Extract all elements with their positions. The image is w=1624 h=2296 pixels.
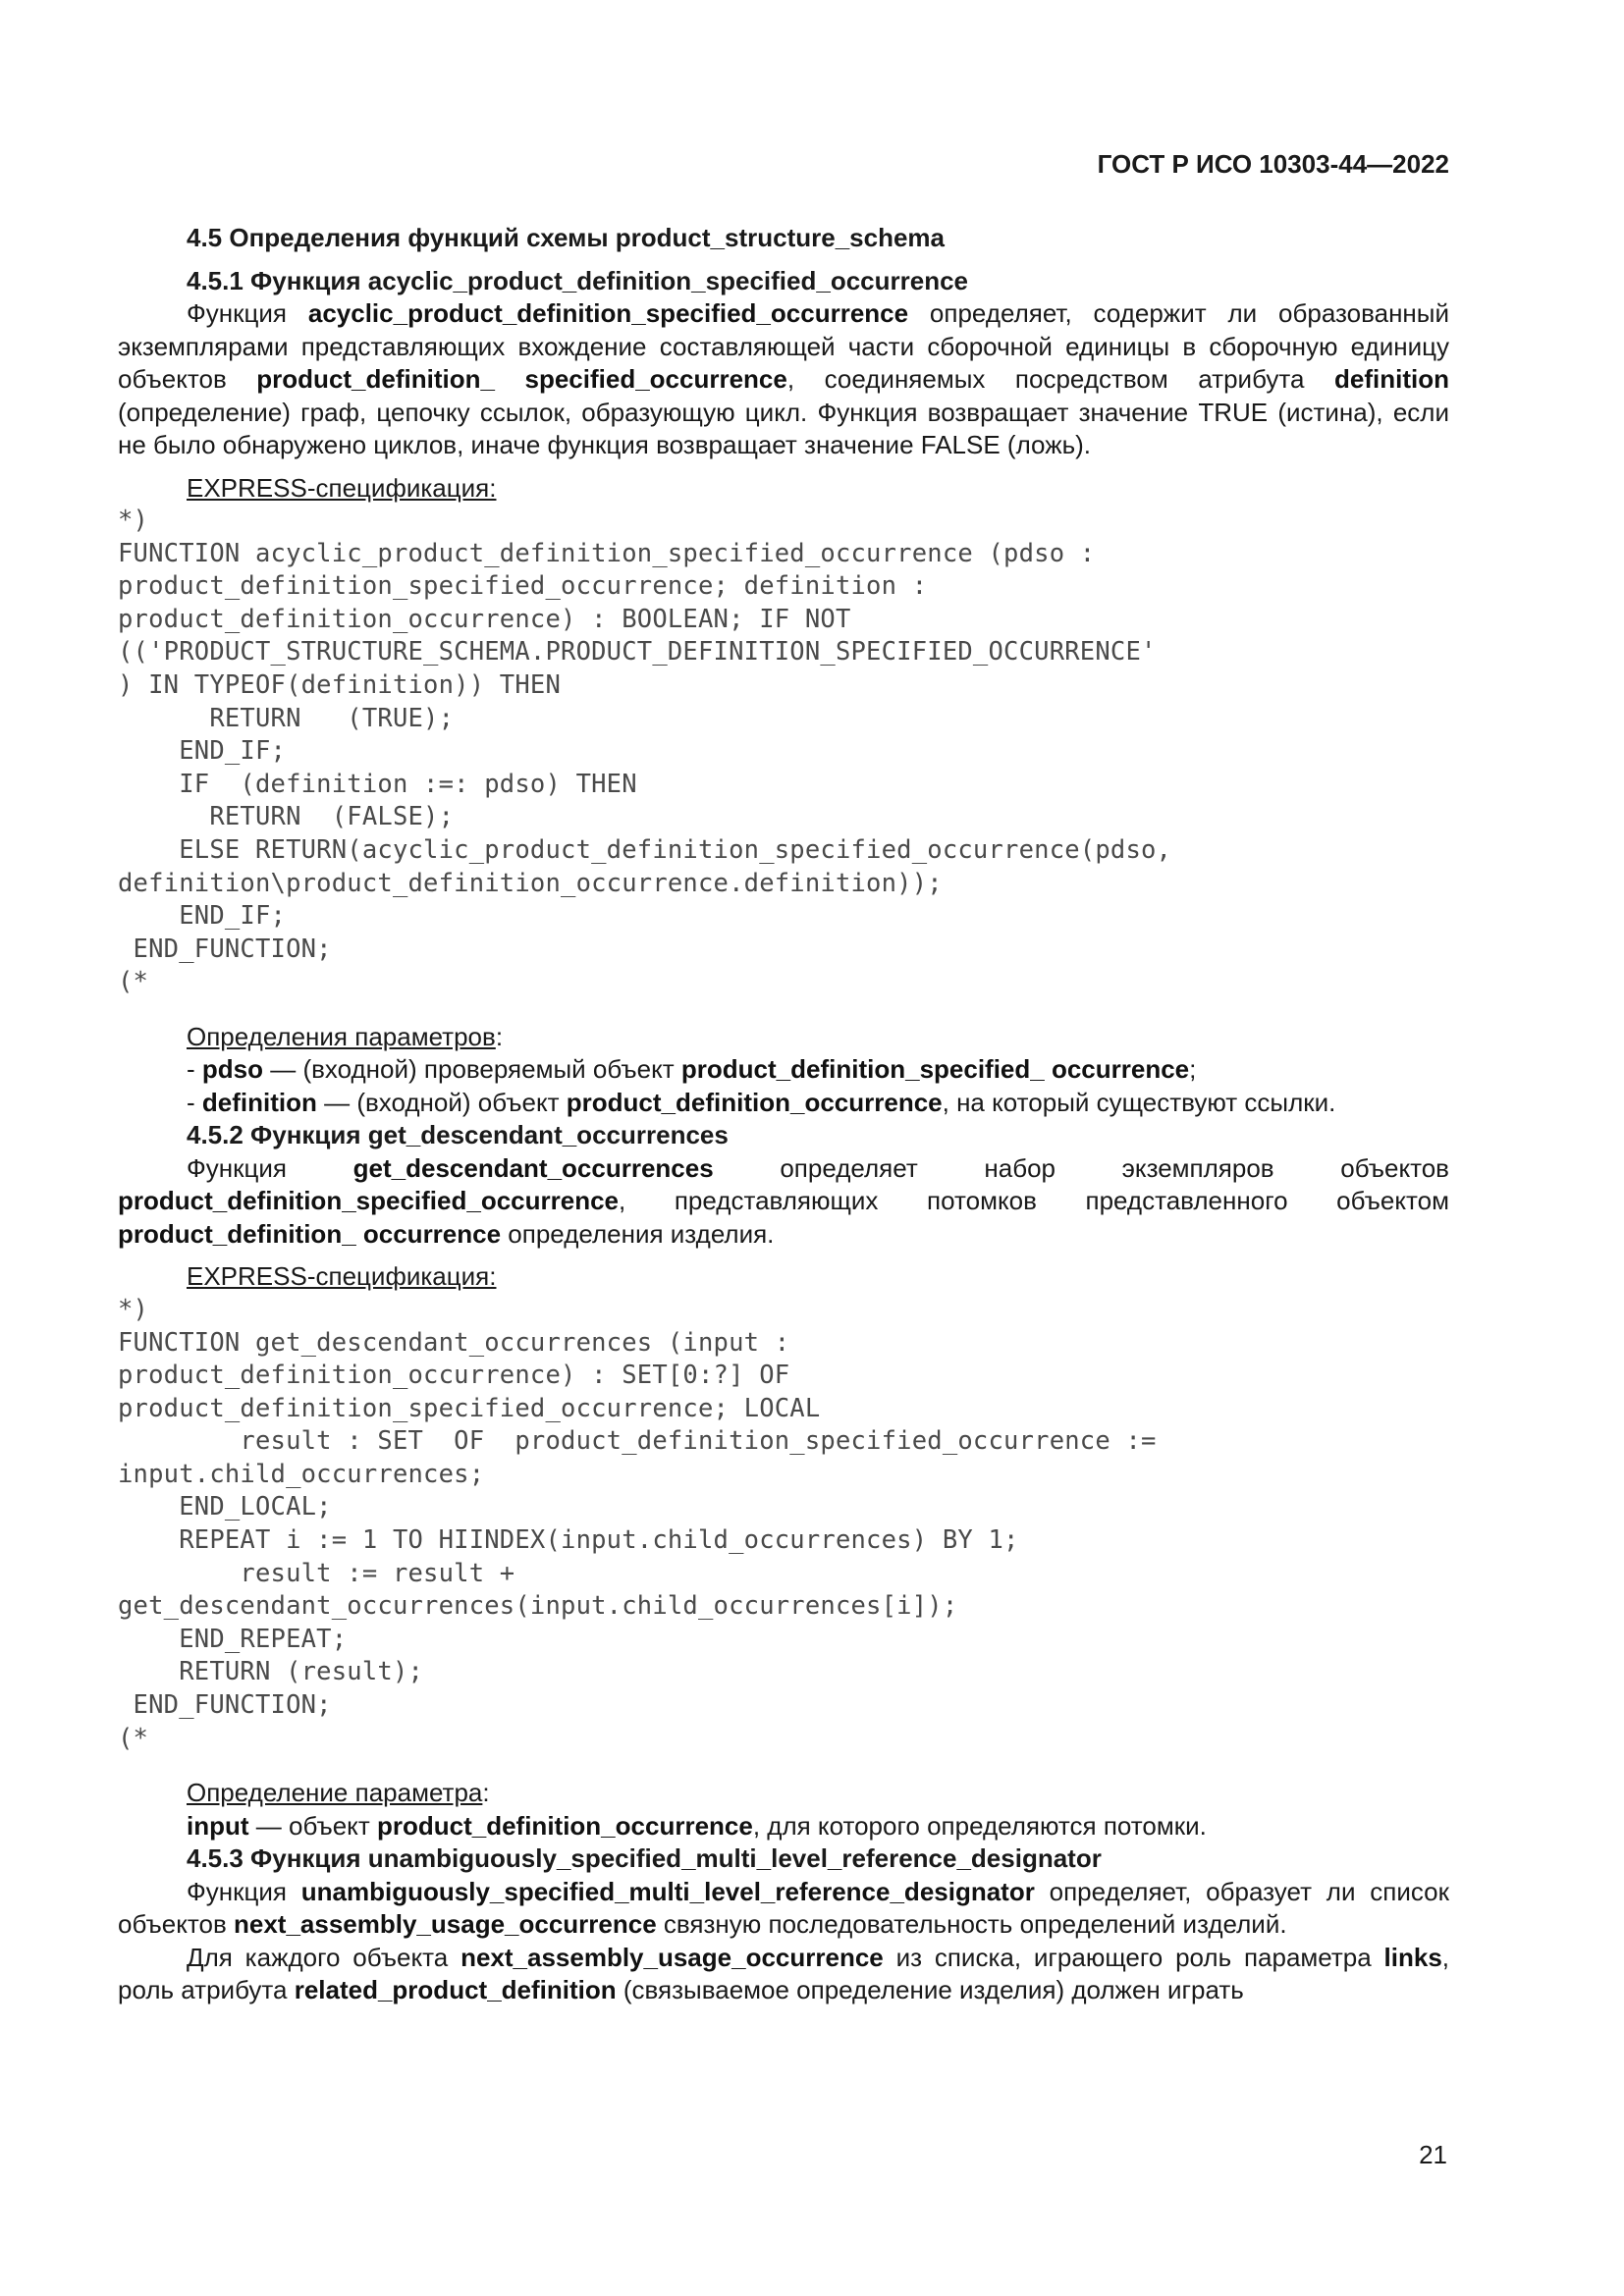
param-input: input — объект product_definition_occurrence, для которого определяются потомки. bbox=[187, 1810, 1207, 1841]
page-content bbox=[118, 222, 1449, 2007]
express-label-1: EXPRESS-спецификация: bbox=[187, 472, 497, 503]
section-4-5-2-paragraph: Функция get_descendant_occurrences определяет набор экземпляров объектов product_definition_specified_occurrence, представляющих потомков представленного объектом product_definition_ occurrence определения изделия. bbox=[118, 1152, 1449, 1249]
param-definition: - definition — (входной) объект product_definition_occurrence, на который существуют ссылки. bbox=[187, 1087, 1336, 1117]
section-4-5-1-paragraph: Функция acyclic_product_definition_specified_occurrence определяет, содержит ли образованный экземплярами представляющих вхождение составляющей части сборочной единицы в сборочную единицу объектов product_definition_ specified_occurrence, соединяемых посредством атрибута definition (определение) граф, цепочку ссылок, образующую цикл. Функция возвращает значение TRUE (истина), если не было обнаружено циклов, иначе функция возвращает значение FALSE (ложь). bbox=[118, 298, 1450, 459]
params-heading-1: Определения параметров: bbox=[187, 1021, 504, 1051]
section-4-5-3-title: 4.5.3 Функция unambiguously_specified_multi_level_reference_designator bbox=[187, 1843, 1102, 1874]
section-4-5-title: 4.5 Определения функций схемы product_structure_schema bbox=[187, 223, 946, 252]
param-heading-2: Определение параметра: bbox=[187, 1778, 490, 1808]
section-4-5-3-paragraph-1: Функция unambiguously_specified_multi_level_reference_designator определяет, образует ли список объектов next_assembly_usage_occurrence связную последовательность определений изделий. bbox=[118, 1876, 1449, 1940]
express-label-2: EXPRESS-спецификация: bbox=[187, 1261, 497, 1292]
express-code-block-1: *) FUNCTION acyclic_product_definition_specified_occurrence (pdso : product_definition_specified_occurrence; definition : product_definition_occurrence) : BOOLEAN; IF NOT (('PRODUCT_STRUCTURE_SCHEMA.PRODUCT_DEFINITION_SPECIFIED_OCCURRENCE' ) IN TYPEOF(definition)) THEN RETURN (TRUE); END_IF; IF (definition :=: pdso) THEN RETURN (FALSE); ELSE RETURN(acyclic_product_definition_specified_occurrence(pdso, definition\product_definition_occurrence.definition)); END_IF; END_FUNCTION; (* bbox=[118, 506, 1172, 997]
section-4-5-2-title: 4.5.2 Функция get_descendant_occurrences bbox=[187, 1120, 729, 1150]
page-number: 21 bbox=[1419, 2140, 1447, 2169]
express-code-block-2: *) FUNCTION get_descendant_occurrences (input : product_definition_occurrence) : SET[0:?] OF product_definition_specified_occurrence; LOCAL result : SET OF product_definition_specified_occurrence := input.child_occurrences; END_LOCAL; REPEAT i := 1 TO HIINDEX(input.child_occurrences) BY 1; result := result + get_descendant_occurrences(input.child_occurrences[i]); END_REPEAT; RETURN (result); END_FUNCTION; (* bbox=[118, 1294, 1157, 1753]
param-pdso: - pdso — (входной) проверяемый объект product_definition_specified_ occurrence; bbox=[187, 1054, 1197, 1085]
section-4-5-3-paragraph-2: Для каждого объекта next_assembly_usage_occurrence из списка, играющего роль параметра links, роль атрибута related_product_definition (связываемое определение изделия) должен играть bbox=[118, 1942, 1450, 2005]
section-4-5-1-title: 4.5.1 Функция acyclic_product_definition_specified_occurrence bbox=[187, 265, 968, 295]
document-header: ГОСТ Р ИСО 10303-44—2022 bbox=[1097, 149, 1449, 179]
